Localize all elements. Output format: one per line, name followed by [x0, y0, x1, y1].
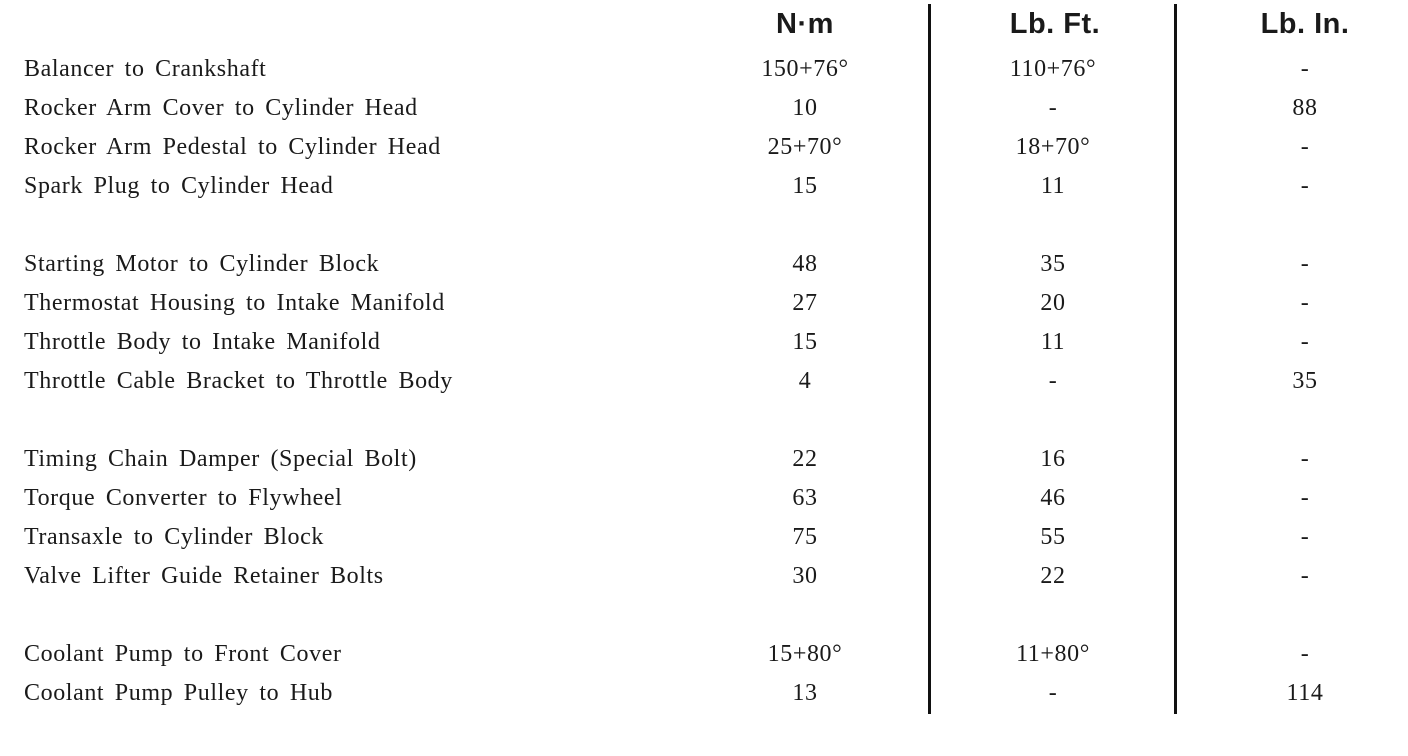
table-row: [0, 132, 1408, 171]
column-header-row: [0, 8, 1408, 48]
value-lbft: 11+80°: [1016, 641, 1090, 667]
value-lbft: 22: [1040, 563, 1066, 589]
value-nm: 48: [792, 251, 818, 277]
table-row: [0, 444, 1408, 483]
fastener-description: Throttle Cable Bracket to Throttle Body: [24, 368, 453, 394]
value-lbin: 88: [1292, 95, 1318, 121]
value-lbft: -: [1048, 368, 1058, 394]
value-nm: 63: [792, 485, 818, 511]
torque-spec-table: [0, 54, 1408, 756]
value-lbft: 11: [1040, 173, 1066, 199]
table-row: [0, 54, 1408, 93]
value-nm: 25+70°: [767, 134, 843, 160]
fastener-description: Thermostat Housing to Intake Manifold: [24, 290, 445, 316]
table-row: [0, 522, 1408, 561]
value-nm: 15: [792, 329, 818, 355]
table-row: [0, 249, 1408, 288]
fastener-description: Spark Plug to Cylinder Head: [24, 173, 334, 199]
header-newton-meters: N·m: [776, 8, 834, 40]
table-row: [0, 366, 1408, 405]
spec-group: [0, 444, 1408, 600]
value-nm: 150+76°: [761, 56, 849, 82]
value-lbft: 46: [1040, 485, 1066, 511]
value-lbft: 11: [1040, 329, 1066, 355]
fastener-description: Rocker Arm Cover to Cylinder Head: [24, 95, 418, 121]
header-pound-feet: Lb. Ft.: [1009, 8, 1101, 40]
value-lbin: -: [1300, 641, 1310, 667]
fastener-description: Valve Lifter Guide Retainer Bolts: [24, 563, 384, 589]
spec-group: [0, 249, 1408, 405]
value-nm: 27: [792, 290, 818, 316]
value-lbin: -: [1300, 251, 1310, 277]
fastener-description: Starting Motor to Cylinder Block: [24, 251, 380, 277]
value-lbin: 35: [1292, 368, 1318, 394]
table-row: [0, 93, 1408, 132]
value-lbft: 110+76°: [1009, 56, 1097, 82]
spec-group: [0, 54, 1408, 210]
value-lbin: -: [1300, 485, 1310, 511]
value-nm: 4: [798, 368, 812, 394]
value-lbft: 20: [1040, 290, 1066, 316]
value-lbft: 55: [1040, 524, 1066, 550]
value-lbft: 18+70°: [1015, 134, 1091, 160]
value-nm: 13: [792, 680, 818, 706]
fastener-description: Torque Converter to Flywheel: [24, 485, 343, 511]
table-row: [0, 561, 1408, 600]
value-lbin: 114: [1286, 680, 1324, 706]
table-row: [0, 288, 1408, 327]
value-lbin: -: [1300, 56, 1310, 82]
fastener-description: Timing Chain Damper (Special Bolt): [24, 446, 417, 472]
value-lbft: -: [1048, 680, 1058, 706]
fastener-description: Coolant Pump Pulley to Hub: [24, 680, 333, 706]
fastener-description: Transaxle to Cylinder Block: [24, 524, 324, 550]
fastener-description: Throttle Body to Intake Manifold: [24, 329, 381, 355]
value-nm: 30: [792, 563, 818, 589]
fastener-description: Rocker Arm Pedestal to Cylinder Head: [24, 134, 441, 160]
value-lbin: -: [1300, 173, 1310, 199]
value-nm: 15+80°: [767, 641, 843, 667]
value-lbft: 16: [1040, 446, 1066, 472]
value-nm: 75: [792, 524, 818, 550]
fastener-description: Coolant Pump to Front Cover: [24, 641, 342, 667]
value-lbin: -: [1300, 524, 1310, 550]
table-row: [0, 483, 1408, 522]
value-nm: 22: [792, 446, 818, 472]
value-nm: 15: [792, 173, 818, 199]
value-nm: 10: [792, 95, 818, 121]
table-row: [0, 171, 1408, 210]
spec-group: [0, 639, 1408, 717]
fastener-description: Balancer to Crankshaft: [24, 56, 267, 82]
value-lbin: -: [1300, 329, 1310, 355]
value-lbin: -: [1300, 290, 1310, 316]
value-lbft: 35: [1040, 251, 1066, 277]
value-lbin: -: [1300, 563, 1310, 589]
table-row: [0, 327, 1408, 366]
table-row: [0, 678, 1408, 717]
value-lbin: -: [1300, 446, 1310, 472]
table-row: [0, 639, 1408, 678]
value-lbin: -: [1300, 134, 1310, 160]
header-pound-inches: Lb. In.: [1260, 8, 1350, 40]
value-lbft: -: [1048, 95, 1058, 121]
